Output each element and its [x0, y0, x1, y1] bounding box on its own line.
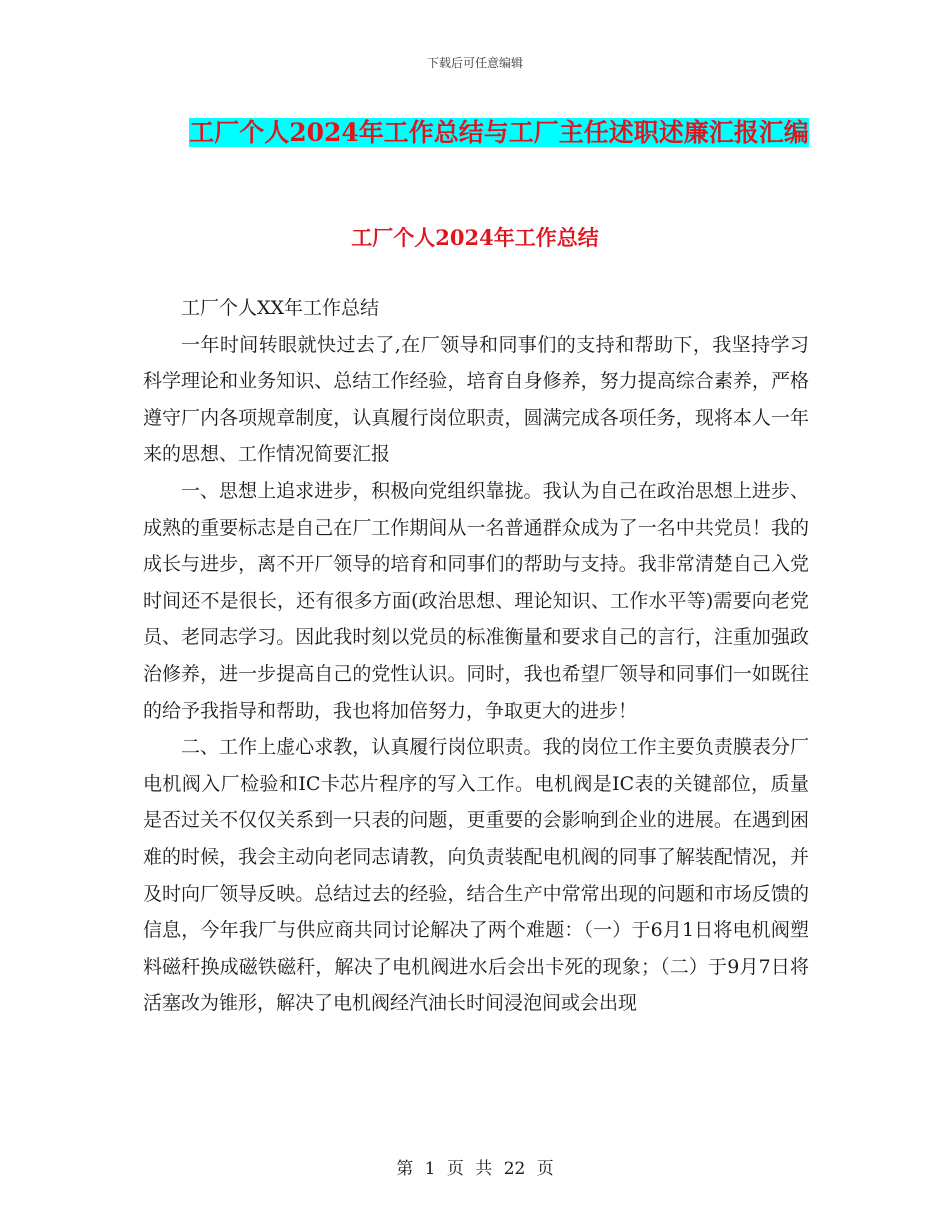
- page-footer: 第 1 页 共 22 页: [396, 1159, 554, 1179]
- page-header-note: 下载后可任意编辑: [426, 56, 523, 70]
- document-title-text: 工厂个人2024年工作总结与工厂主任述职述廉汇报汇编: [189, 118, 809, 147]
- paragraph-subtitle: 工厂个人XX年工作总结: [181, 297, 380, 319]
- paragraph-section-one: 一、思想上追求进步，积极向党组织靠拢。我认为自己在政治思想上进步、成熟的重要标志是自己在厂工作期间从一名普通群众成为了一名中共党员！我的成长与进步，离不开厂领导的培育和同事们的帮助与支持。我非常清楚自己入党时间还不是很长，还有很多方面(政治思想、理论知识、工作水平等)需要向老党员、老同志学习。因此我时刻以党员的标准衡量和要求自己的言行，注重加强政治修养，进一步提高自己的党性认识。同时，我也希望厂领导和同事们一如既往的给予我指导和帮助，我也将加倍努力，争取更大的进步！: [143, 479, 809, 722]
- paragraph-section-two: 二、工作上虚心求教，认真履行岗位职责。我的岗位工作主要负责膜表分厂电机阀入厂检验和IC卡芯片程序的写入工作。电机阀是IC表的关键部位，质量是否过关不仅仅关系到一只表的问题，更重要的会影响到企业的进展。在遇到困难的时候，我会主动向老同志请教，向负责装配电机阀的同事了解装配情况，并及时向厂领导反映。总结过去的经验，结合生产中常常出现的问题和市场反馈的信息，今年我厂与供应商共同讨论解决了两个难题：（一）于6月1日将电机阀塑料磁秆换成磁铁磁秆，解决了电机阀进水后会出卡死的现象；（二）于9月7日将活塞改为锥形，解决了电机阀经汽油长时间浸泡间或会出现: [143, 736, 809, 1015]
- paragraph-intro: 一年时间转眼就快过去了,在厂领导和同事们的支持和帮助下，我坚持学习科学理论和业务知识、总结工作经验，培育自身修养，努力提高综合素养，严格遵守厂内各项规章制度，认真履行岗位职责，圆满完成各项任务，现将本人一年来的思想、工作情况简要汇报: [143, 333, 809, 466]
- document-title: [188, 112, 810, 154]
- document-body: [143, 290, 809, 1022]
- section-title: 工厂个人2024年工作总结: [351, 225, 599, 250]
